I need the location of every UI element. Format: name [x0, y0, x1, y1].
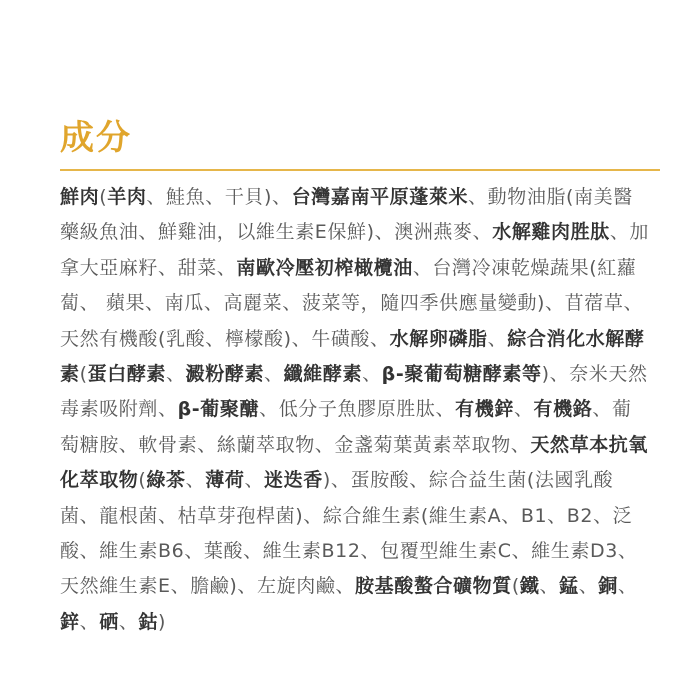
ingredient-text: 、鮭魚、干貝)、: [146, 186, 292, 208]
ingredient-text: 、: [578, 575, 599, 598]
ingredient-highlight: 纖維酵素: [283, 363, 363, 386]
ingredient-highlight: 蛋白酵素: [87, 363, 167, 386]
ingredient-text: 、: [185, 469, 206, 492]
ingredient-highlight: 鐵: [519, 575, 540, 598]
ingredients-list: [60, 180, 650, 640]
ingredient-highlight: 硒: [99, 610, 119, 633]
ingredient-highlight: 錳: [559, 575, 579, 598]
ingredient-text: 、: [362, 363, 382, 386]
ingredient-text: 、: [166, 363, 186, 386]
ingredient-text: )、奈米天然毒素吸附劑、: [60, 363, 648, 421]
ingredient-highlight: 有機鋅: [455, 398, 514, 421]
ingredient-text: 、低分子魚膠原胜肽、: [259, 398, 456, 421]
ingredient-highlight: β-葡聚醣: [177, 398, 260, 421]
ingredient-text: ): [158, 610, 167, 633]
ingredient-highlight: β-聚葡萄糖酵素等: [381, 363, 542, 386]
ingredient-text: )、蛋胺酸、綜合益生菌(法國乳酸菌、龍根菌、枯草芽孢桿菌)、綜合維生素(維生素A、B1、B2、泛酸、維生素B6、葉酸、維生素B12、包覆型維生素C、維生素D3、天然維生素E、膽鹼)、左旋肉鹼、: [60, 469, 638, 598]
ingredient-text: 、葡萄糖胺、軟骨素、絲蘭萃取物、金盞菊葉黃素萃取物、: [60, 398, 632, 456]
ingredient-text: 、: [513, 398, 534, 421]
ingredient-text: (: [138, 469, 147, 492]
ingredient-text: 、: [264, 363, 284, 386]
ingredient-text: 、: [118, 610, 139, 633]
ingredient-text: (: [99, 186, 108, 208]
ingredient-text: (: [511, 575, 520, 598]
ingredient-text: 、: [539, 575, 560, 598]
ingredient-highlight: 水解雞肉胜肽: [492, 221, 610, 244]
ingredient-highlight: 綠茶: [146, 469, 186, 492]
ingredient-highlight: 鈷: [138, 610, 159, 633]
ingredient-highlight: 鮮肉: [60, 186, 100, 208]
ingredient-text: 、: [79, 610, 100, 633]
ingredient-text: 、加拿大亞麻籽、甜菜、: [60, 221, 650, 279]
ingredient-highlight: 天然草本抗氧化萃取物: [60, 433, 649, 492]
ingredient-highlight: 有機鉻: [533, 398, 593, 421]
ingredient-highlight: 鋅: [60, 610, 80, 633]
ingredient-highlight: 綜合消化水解酵素: [60, 327, 645, 386]
ingredient-highlight: 南歐冷壓初榨橄欖油: [236, 256, 413, 279]
ingredient-highlight: 水解卵磷脂: [389, 327, 488, 350]
ingredient-text: (: [79, 363, 88, 386]
ingredient-highlight: 迷迭香: [264, 469, 323, 492]
ingredient-text: 、台灣冷凍乾燥蔬果(紅蘿蔔、 蘋果、南瓜、高麗菜、菠菜等，隨四季供應量變動)、苜蓿草、天然有機酸(乳酸、檸檬酸)、牛磺酸、: [60, 256, 644, 350]
page-title: 成分: [60, 118, 132, 158]
ingredient-highlight: 薄荷: [205, 469, 245, 492]
ingredient-text: 、動物油脂(南美醫藥級魚油、鮮雞油，以維生素E保鮮)、澳洲燕麥、: [60, 186, 633, 244]
ingredient-highlight: 台灣嘉南平原蓬萊米: [291, 186, 469, 208]
ingredient-highlight: 羊肉: [107, 186, 147, 208]
ingredient-text: 、: [617, 575, 638, 598]
title-divider: [60, 169, 660, 171]
ingredient-highlight: 銅: [598, 575, 618, 598]
ingredient-highlight: 胺基酸螯合礦物質: [355, 575, 512, 598]
ingredient-highlight: 澱粉酵素: [185, 363, 265, 386]
ingredient-text: 、: [244, 469, 265, 492]
ingredient-text: 、: [487, 327, 508, 350]
